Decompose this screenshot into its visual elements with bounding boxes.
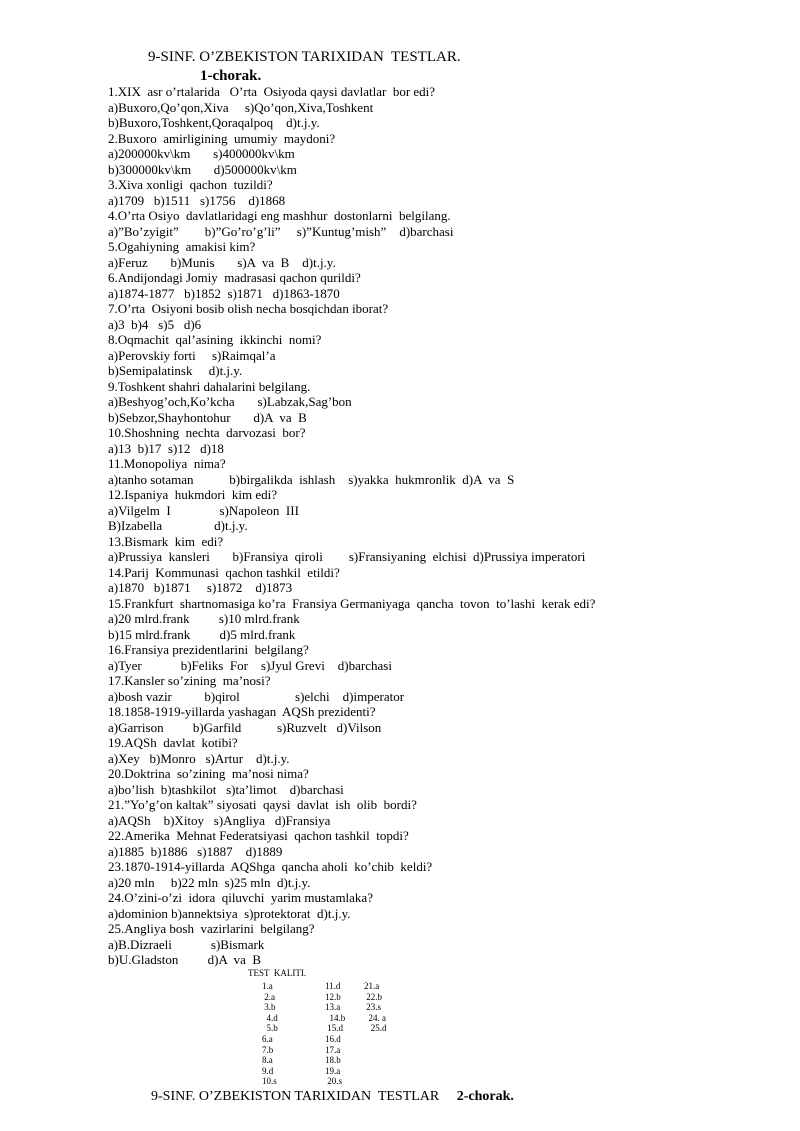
answer-options: a)Tyer b)Feliks For s)Jyul Grevi d)barchasi: [108, 657, 392, 673]
answer-options: a)”Bo’zyigit” b)”Go’ro’g’li” s)”Kuntug’mish” d)barchasi: [108, 223, 454, 239]
answer-key-item: 8.a: [262, 1055, 273, 1066]
answer-key-column-3: [364, 981, 387, 1034]
question-text: 19.AQSh davlat kotibi?: [108, 735, 238, 750]
answer-key-item: 9.d: [262, 1065, 274, 1076]
answer-options: a)Buxoro,Qo’qon,Xiva s)Qo’qon,Xiva,Toshkent: [108, 99, 374, 115]
answer-key-item: 16.d: [325, 1033, 341, 1044]
answer-options: B)Izabella d)t.j.y.: [108, 518, 248, 533]
question-text: 21.”Yo’g’on kaltak” siyosati qaysi davlat ish olib bordi?: [108, 797, 417, 812]
answer-key-item: 13.a: [325, 1002, 341, 1013]
answer-key-item: 23.s: [364, 1002, 382, 1013]
footer-quarter: 2-chorak.: [456, 1089, 514, 1104]
question-text: 2.Buxoro amirligining umumiy maydoni?: [108, 130, 336, 146]
question-text: 20.Doktrina so’zining ma’nosi nima?: [108, 766, 309, 781]
answer-key-item: 24. a: [364, 1012, 386, 1023]
answer-key-item: 7.b: [262, 1044, 274, 1055]
answer-key-column-2: [325, 981, 345, 1087]
answer-options: a)1870 b)1871 s)1872 d)1873: [108, 580, 293, 595]
answer-options: a)Xey b)Monro s)Artur d)t.j.y.: [108, 750, 290, 766]
page-title: 9-SINF. O’ZBEKISTON TARIXIDAN TESTLAR.: [148, 49, 461, 65]
question-text: 17.Kansler so’zining ma’nosi?: [108, 673, 271, 688]
answer-key-item: 19.a: [325, 1065, 341, 1076]
answer-options: a)Vilgelm I s)Napoleon III: [108, 502, 299, 518]
answer-key-item: 15.d: [325, 1023, 343, 1034]
answer-options: b)Sebzor,Shayhontohur d)A va B: [108, 409, 307, 425]
answer-key-item: 22.b: [364, 991, 382, 1002]
answer-key-item: 18.b: [325, 1055, 341, 1066]
answer-options: a)Feruz b)Munis s)A va B d)t.j.y.: [108, 254, 336, 270]
answer-key-item: 11.d: [325, 981, 341, 991]
question-text: 24.O’zini-o’zi idora qiluvchi yarim mustamlaka?: [108, 890, 373, 905]
question-text: 18.1858-1919-yillarda yashagan AQSh prezidenti?: [108, 704, 376, 719]
answer-key-item: 17.a: [325, 1044, 341, 1055]
footer-text: 9-SINF. O’ZBEKISTON TARIXIDAN TESTLAR: [151, 1089, 457, 1104]
page-subtitle: 1-chorak.: [200, 68, 262, 84]
question-text: 5.Ogahiyning amakisi kim?: [108, 239, 256, 254]
answer-options: a)bo’lish b)tashkilot s)ta’limot d)barchasi: [108, 781, 344, 797]
question-text: 14.Parij Kommunasi qachon tashkil etildi?: [108, 564, 340, 580]
question-text: 16.Fransiya prezidentlarini belgilang?: [108, 642, 309, 657]
answer-key-title: TEST KALITI.: [248, 968, 307, 978]
answer-key-item: 12.b: [325, 991, 341, 1002]
answer-options: a)1885 b)1886 s)1887 d)1889: [108, 843, 283, 859]
answer-key-item: 21.a: [364, 981, 380, 991]
answer-options: a)13 b)17 s)12 d)18: [108, 440, 224, 456]
question-text: 6.Andijondagi Jomiy madrasasi qachon qurildi?: [108, 270, 361, 285]
answer-options: a)Perovskiy forti s)Raimqal’a: [108, 347, 276, 363]
answer-key-item: 14.b: [325, 1012, 346, 1023]
question-text: 13.Bismark kim edi?: [108, 533, 224, 549]
answer-options: a)Prussiya kansleri b)Fransiya qiroli s)Fransiyaning elchisi d)Prussiya imperatori: [108, 549, 586, 564]
answer-options: a)200000kv\km s)400000kv\km: [108, 146, 295, 161]
answer-options: b)15 mlrd.frank d)5 mlrd.frank: [108, 626, 296, 642]
answer-options: a)tanho sotaman b)birgalikda ishlash s)yakka hukmronlik d)A va S: [108, 471, 515, 487]
answer-options: b)300000kv\km d)500000kv\km: [108, 161, 297, 177]
question-text: 23.1870-1914-yillarda AQShga qancha aholi ko’chib keldi?: [108, 859, 433, 874]
question-text: 7.O’rta Osiyoni bosib olish necha bosqichdan iborat?: [108, 301, 389, 316]
question-text: 4.O’rta Osiyo davlatlaridagi eng mashhur dostonlarni belgilang.: [108, 208, 451, 223]
answer-options: a)20 mln b)22 mln s)25 mln d)t.j.y.: [108, 874, 311, 890]
answer-key-item: 20.s: [325, 1076, 343, 1087]
question-text: 9.Toshkent shahri dahalarini belgilang.: [108, 378, 311, 394]
answer-options: a)Garrison b)Garfild s)Ruzvelt d)Vilson: [108, 719, 382, 735]
answer-options: a)bosh vazir b)qirol s)elchi d)imperator: [108, 688, 405, 704]
question-text: 3.Xiva xonligi qachon tuzildi?: [108, 177, 273, 192]
answer-key-item: 1.a: [262, 981, 273, 991]
footer-heading: [151, 1089, 514, 1105]
answer-key-item: 10.s: [262, 1076, 277, 1087]
answer-key-item: 6.a: [262, 1033, 273, 1044]
answer-options: a)1874-1877 b)1852 s)1871 d)1863-1870: [108, 285, 340, 301]
question-text: 8.Oqmachit qal’asining ikkinchi nomi?: [108, 332, 322, 347]
answer-options: a)dominion b)annektsiya s)protektorat d)t.j.y.: [108, 905, 351, 921]
question-text: 15.Frankfurt shartnomasiga ko’ra Fransiya Germaniyaga qancha tovon to’lashi kerak edi?: [108, 595, 596, 611]
answer-options: a)1709 b)1511 s)1756 d)1868: [108, 192, 286, 208]
answer-key-item: 3.b: [262, 1002, 276, 1013]
answer-options: a)20 mlrd.frank s)10 mlrd.frank: [108, 611, 300, 626]
question-text: 10.Shoshning nechta darvozasi bor?: [108, 425, 306, 440]
answer-options: b)Semipalatinsk d)t.j.y.: [108, 363, 243, 378]
answer-options: a)Beshyog’och,Ko’kcha s)Labzak,Sag’bon: [108, 394, 352, 409]
answer-key-item: 25.d: [364, 1023, 387, 1034]
answer-options: a)B.Dizraeli s)Bismark: [108, 936, 265, 952]
question-text: 22.Amerika Mehnat Federatsiyasi qachon tashkil topdi?: [108, 828, 409, 843]
answer-options: b)Buxoro,Toshkent,Qoraqalpoq d)t.j.y.: [108, 115, 320, 130]
answer-key-item: 5.b: [262, 1023, 278, 1034]
answer-options: a)AQSh b)Xitoy s)Angliya d)Fransiya: [108, 812, 331, 828]
answer-options: a)3 b)4 s)5 d)6: [108, 316, 202, 332]
answer-key-item: 2.a: [262, 991, 275, 1002]
question-text: 1.XIX asr o’rtalarida O’rta Osiyoda qaysi davlatlar bor edi?: [108, 84, 436, 99]
answer-options: b)U.Gladston d)A va B: [108, 952, 262, 967]
question-text: 25.Angliya bosh vazirlarini belgilang?: [108, 921, 315, 936]
question-text: 12.Ispaniya hukmdori kim edi?: [108, 487, 277, 502]
answer-key-item: 4.d: [262, 1012, 278, 1023]
question-list: [108, 84, 788, 968]
question-text: 11.Monopoliya nima?: [108, 456, 226, 471]
answer-key-column-1: [262, 981, 278, 1087]
